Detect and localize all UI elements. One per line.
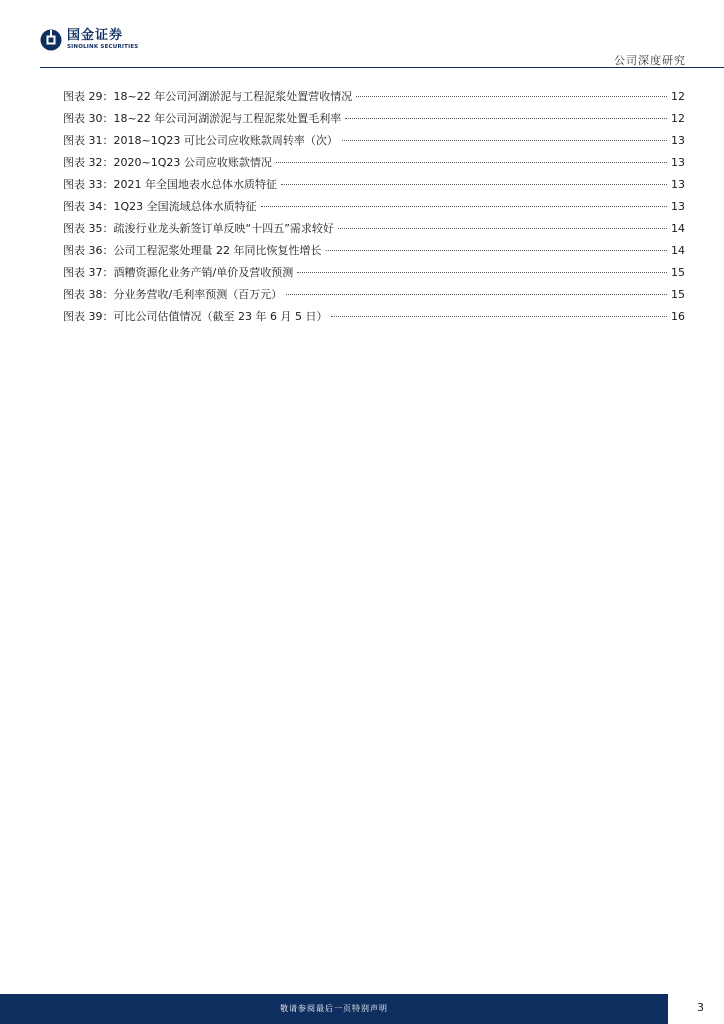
toc-dot-leader (356, 96, 667, 97)
toc-dot-leader (331, 316, 667, 317)
toc-figure-label: 图表 33： (63, 178, 114, 191)
page-header (0, 0, 724, 70)
sinolink-logo-icon (40, 29, 62, 51)
toc-page-number: 16 (671, 310, 685, 323)
page-number: 3 (697, 1001, 704, 1014)
toc-entry[interactable] (63, 308, 685, 330)
toc-entry[interactable] (63, 88, 685, 110)
toc-page-number: 13 (671, 156, 685, 169)
toc-entry[interactable] (63, 242, 685, 264)
company-logo (40, 29, 138, 51)
document-type: 公司深度研究 (614, 54, 686, 67)
toc-entry[interactable] (63, 264, 685, 286)
toc-entry[interactable] (63, 176, 685, 198)
toc-entry[interactable] (63, 154, 685, 176)
toc-page-number: 15 (671, 288, 685, 301)
toc-figure-label: 图表 39： (63, 310, 114, 323)
toc-figure-title: 2018~1Q23 可比公司应收账款周转率（次） (113, 134, 338, 147)
toc-figure-label: 图表 37： (63, 266, 114, 279)
toc-figure-title: 2021 年全国地表水总体水质特征 (113, 178, 277, 191)
toc-page-number: 13 (671, 200, 685, 213)
toc-dot-leader (345, 118, 667, 119)
toc-dot-leader (297, 272, 667, 273)
toc-figure-title: 公司工程泥浆处理量 22 年同比恢复性增长 (113, 244, 322, 257)
toc-dot-leader (281, 184, 667, 185)
toc-figure-label: 图表 29： (63, 90, 114, 103)
toc-entry[interactable] (63, 132, 685, 154)
header-divider (40, 67, 724, 68)
footer-disclaimer: 敬请参阅最后一页特别声明 (280, 1004, 388, 1013)
toc-figure-label: 图表 35： (63, 222, 114, 235)
toc-entry[interactable] (63, 220, 685, 242)
toc-entry[interactable] (63, 198, 685, 220)
toc-page-number: 14 (671, 244, 685, 257)
toc-figure-label: 图表 31： (63, 134, 114, 147)
toc-dot-leader (276, 162, 667, 163)
toc-dot-leader (326, 250, 668, 251)
toc-page-number: 14 (671, 222, 685, 235)
toc-figure-title: 可比公司估值情况（截至 23 年 6 月 5 日） (113, 310, 328, 323)
toc-page-number: 15 (671, 266, 685, 279)
toc-figure-title: 18~22 年公司河湖淤泥与工程泥浆处置营收情况 (113, 90, 353, 103)
page-footer (0, 994, 724, 1024)
toc-figure-label: 图表 32： (63, 156, 114, 169)
logo-english-name: SINOLINK SECURITIES (67, 44, 139, 51)
toc-figure-title: 分业务营收/毛利率预测（百万元） (113, 288, 283, 301)
logo-chinese-name: 国金证券 (67, 28, 124, 44)
toc-figure-label: 图表 30： (63, 112, 114, 125)
toc-page-number: 13 (671, 178, 685, 191)
toc-figure-title: 1Q23 全国流域总体水质特征 (113, 200, 257, 213)
toc-page-number: 12 (671, 112, 685, 125)
toc-dot-leader (261, 206, 667, 207)
toc-figure-label: 图表 38： (63, 288, 114, 301)
toc-entry[interactable] (63, 110, 685, 132)
toc-figure-title: 疏浚行业龙头新签订单反映“十四五”需求较好 (113, 222, 334, 235)
toc-dot-leader (342, 140, 667, 141)
figure-list (63, 88, 685, 330)
toc-figure-title: 18~22 年公司河湖淤泥与工程泥浆处置毛利率 (113, 112, 342, 125)
toc-figure-label: 图表 36： (63, 244, 114, 257)
toc-page-number: 12 (671, 90, 685, 103)
toc-page-number: 13 (671, 134, 685, 147)
toc-figure-title: 酒糟资源化业务产销/单价及营收预测 (113, 266, 294, 279)
toc-dot-leader (338, 228, 667, 229)
toc-figure-label: 图表 34： (63, 200, 114, 213)
toc-figure-title: 2020~1Q23 公司应收账款情况 (113, 156, 272, 169)
toc-dot-leader (286, 294, 667, 295)
toc-entry[interactable] (63, 286, 685, 308)
